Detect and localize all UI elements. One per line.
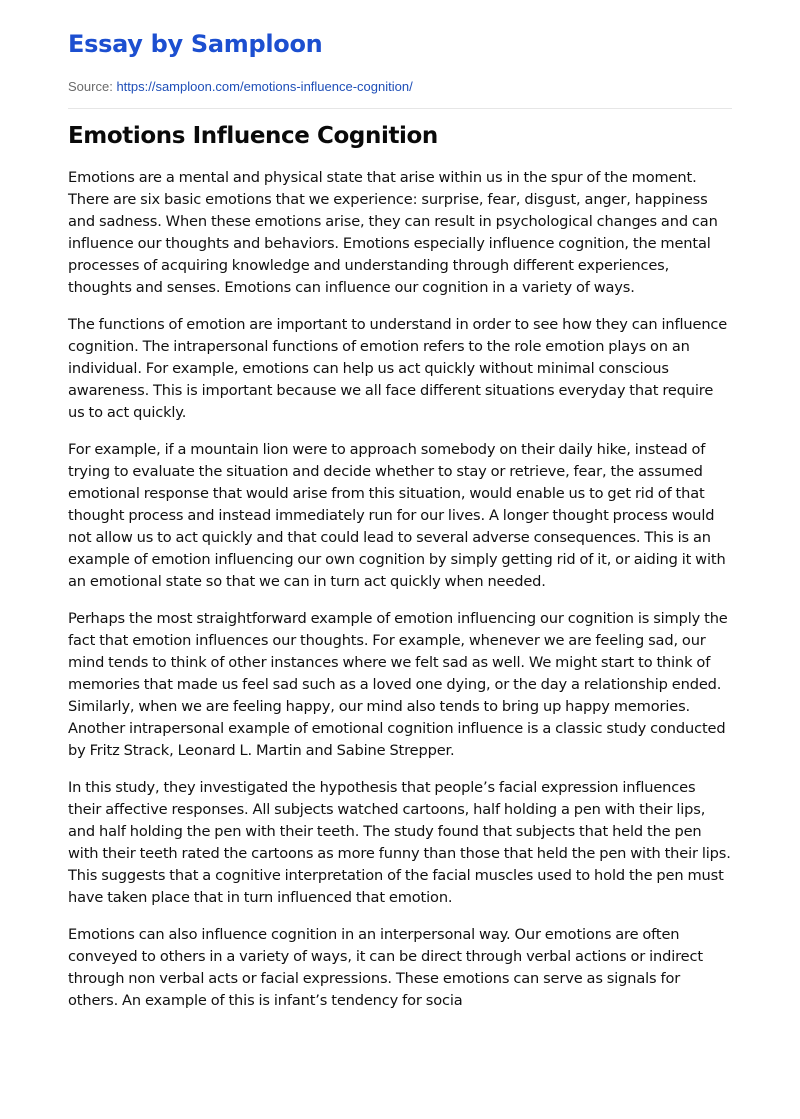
brand-title: Essay by Samploon [68, 30, 323, 58]
essay-body [68, 167, 732, 1012]
essay-paragraph: Emotions can also influence cognition in an interpersonal way. Our emotions are often conveyed to others in a variety of ways, it can be direct through verbal actions or indirect through non verbal acts or facial expressions. These emotions can serve as signals for others. An example of this is infant’s tendency for socia [68, 926, 703, 1009]
source-label: Source: [68, 79, 113, 94]
essay-paragraph: Emotions are a mental and physical state that arise within us in the spur of the moment. There are six basic emotions that we experience: surprise, fear, disgust, anger, happiness and sadness. When these emotions arise, they can result in psychological changes and can influence our thoughts and behaviors. Emotions especially influence cognition, the mental processes of acquiring knowledge and understanding through different experiences, thoughts and senses. Emotions can influence our cognition in a variety of ways. [68, 169, 718, 296]
header-divider [68, 108, 732, 109]
essay-paragraph: In this study, they investigated the hypothesis that people’s facial expression influences their affective responses. All subjects watched cartoons, half holding a pen with their lips, and half holding the pen with their teeth. The study found that subjects that held the pen with their teeth rated the cartoons as more funny than those that held the pen with their lips. This suggests that a cognitive interpretation of the facial muscles used to hold the pen must have taken place that in turn influenced that emotion. [68, 779, 731, 906]
source-link[interactable]: https://samploon.com/emotions-influence-cognition/ [116, 79, 413, 94]
source-line [68, 78, 732, 96]
essay-title: Emotions Influence Cognition [68, 123, 438, 149]
essay-paragraph: The functions of emotion are important to understand in order to see how they can influence cognition. The intrapersonal functions of emotion refers to the role emotion plays on an individual. For example, emotions can help us act quickly without minimal conscious awareness. This is important because we all face different situations everyday that require us to act quickly. [68, 316, 728, 421]
essay-paragraph: Perhaps the most straightforward example of emotion influencing our cognition is simply the fact that emotion influences our thoughts. For example, whenever we are feeling sad, our mind tends to think of other instances where we felt sad as well. We might start to think of memories that made us feel sad such as a loved one dying, or the day a relationship ended. Similarly, when we are feeling happy, our mind also tends to bring up happy memories. Another intrapersonal example of emotional cognition influence is a classic study conducted by Fritz Strack, Leonard L. Martin and Sabine Strepper. [68, 610, 728, 759]
essay-page [68, 0, 732, 1027]
essay-paragraph: For example, if a mountain lion were to approach somebody on their daily hike, instead of trying to evaluate the situation and decide whether to stay or retrieve, fear, the assumed emotional response that would arise from this situation, would enable us to get rid of that thought process and instead immediately run for our lives. A longer thought process would not allow us to act quickly and that could lead to several adverse consequences. This is an example of emotion influencing our own cognition by simply getting rid of it, or aiding it with an emotional state so that we can in turn act quickly when needed. [68, 441, 726, 590]
